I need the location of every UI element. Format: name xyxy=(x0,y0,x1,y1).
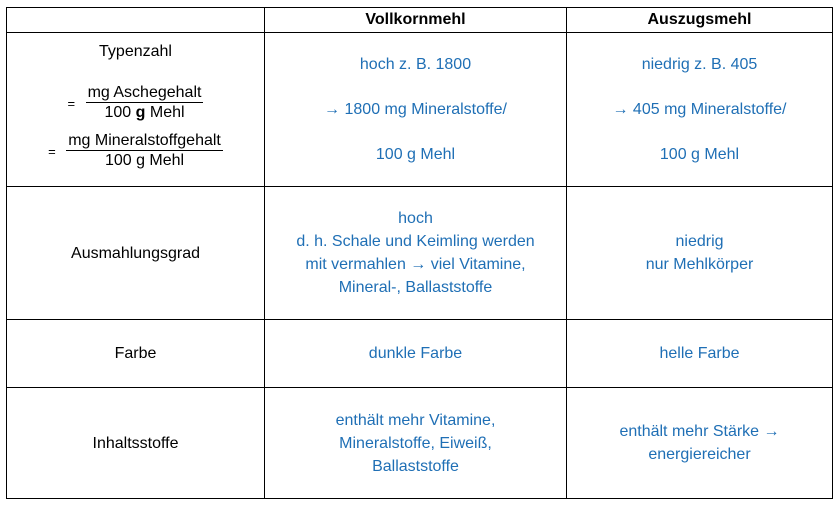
table-row-typenzahl xyxy=(7,33,833,187)
header-empty-cell xyxy=(7,8,265,33)
cell-line: enthält mehr Stärke → xyxy=(619,423,780,440)
cell-line: dunkle Farbe xyxy=(368,345,463,362)
cell-line: hoch xyxy=(398,210,433,227)
table-row-farbe xyxy=(7,320,833,388)
fraction-denominator xyxy=(86,103,204,123)
denominator-bold: g xyxy=(135,104,146,121)
cell-line: Mineral-, Ballaststoffe xyxy=(338,279,493,296)
comparison-table xyxy=(6,7,833,499)
denominator-pre: 100 xyxy=(104,104,136,121)
cell-line: d. h. Schale und Keimling werden xyxy=(296,233,535,250)
cell-line: energiereicher xyxy=(648,446,751,463)
fraction-numerator: mg Mineralstoffgehalt xyxy=(68,132,221,149)
formula-mineralstoffgehalt xyxy=(11,131,260,171)
fraction-aschegehalt xyxy=(86,83,204,123)
cell-typenzahl-auszug xyxy=(567,33,833,187)
label-cell-ausmahlungsgrad: Ausmahlungsgrad xyxy=(7,187,265,320)
fraction-mineralstoffgehalt xyxy=(66,131,223,171)
header-auszugsmehl: Auszugsmehl xyxy=(567,8,833,33)
cell-inhaltsstoffe-vollkorn xyxy=(265,388,567,499)
cell-line: helle Farbe xyxy=(659,345,740,362)
cell-line: → 1800 mg Mineralstoffe/ xyxy=(324,101,507,118)
label-cell-farbe: Farbe xyxy=(7,320,265,388)
cell-typenzahl-vollkorn xyxy=(265,33,567,187)
header-row xyxy=(7,8,833,33)
denominator-post: Mehl xyxy=(145,104,185,121)
cell-line: niedrig z. B. 405 xyxy=(641,56,758,73)
cell-line: 100 g Mehl xyxy=(659,146,740,163)
header-vollkornmehl: Vollkornmehl xyxy=(265,8,567,33)
table-row-ausmahlungsgrad xyxy=(7,187,833,320)
cell-line: → 405 mg Mineralstoffe/ xyxy=(612,101,787,118)
table-row-inhaltsstoffe xyxy=(7,388,833,499)
label-cell-inhaltsstoffe: Inhaltsstoffe xyxy=(7,388,265,499)
formula-aschegehalt xyxy=(11,83,260,123)
typenzahl-label: Typenzahl xyxy=(99,43,172,60)
cell-line: 100 g Mehl xyxy=(375,146,456,163)
cell-farbe-vollkorn xyxy=(265,320,567,388)
cell-farbe-auszug xyxy=(567,320,833,388)
cell-ausmahlungsgrad-vollkorn xyxy=(265,187,567,320)
cell-inhaltsstoffe-auszug xyxy=(567,388,833,499)
cell-line: hoch z. B. 1800 xyxy=(359,56,472,73)
cell-line: nur Mehlkörper xyxy=(645,256,754,273)
cell-line: niedrig xyxy=(675,233,724,250)
fraction-numerator: mg Aschegehalt xyxy=(87,84,202,101)
cell-line: mit vermahlen → viel Vitamine, xyxy=(305,256,526,273)
cell-ausmahlungsgrad-auszug xyxy=(567,187,833,320)
equals-sign: = xyxy=(48,143,56,159)
fraction-denominator: 100 g Mehl xyxy=(104,152,185,169)
cell-line: enthält mehr Vitamine, xyxy=(335,411,496,429)
equals-sign: = xyxy=(67,95,76,111)
cell-line: Mineralstoffe, Eiweiß, xyxy=(339,434,492,452)
cell-line: Ballaststoffe xyxy=(372,457,459,475)
label-cell-typenzahl xyxy=(7,33,265,187)
